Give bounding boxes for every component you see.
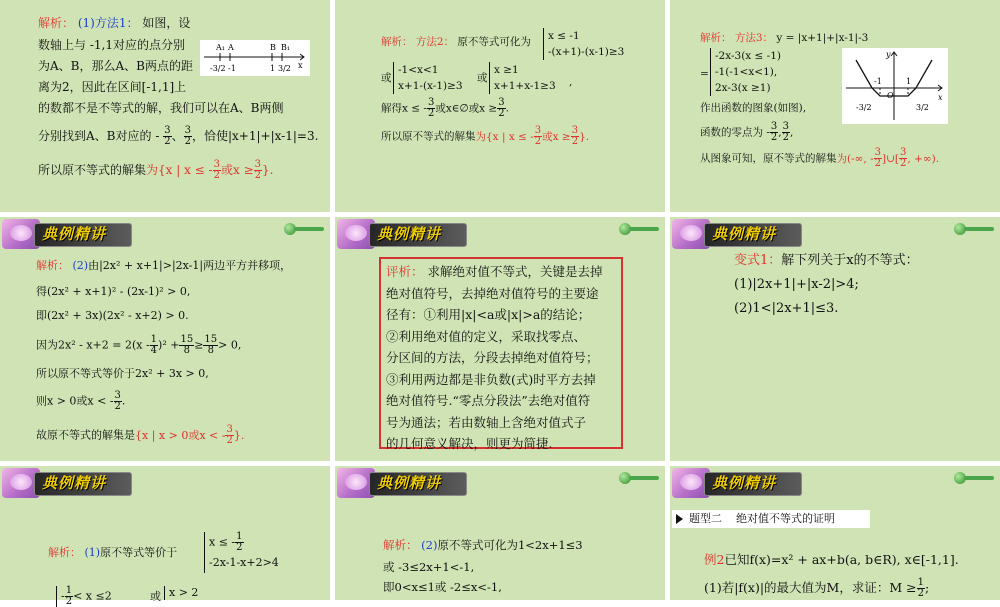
commentary-line: ③利用两边都是非负数(式)时平方去掉: [386, 371, 596, 387]
section-banner: [670, 217, 802, 251]
text-line: 得(2x² + x+1)² - (2x-1)² > 0,: [36, 285, 191, 298]
text-line: 函数的零点为 -: [700, 126, 770, 139]
method-label: 方法2：: [415, 36, 455, 48]
commentary-line: 绝对值符号，去掉绝对值符号的主要途: [386, 285, 599, 301]
analysis-label: 解析：: [48, 546, 81, 559]
axis-label: x: [298, 61, 303, 70]
text-line: ，恰使|x+1|+|x-1|=3.: [191, 129, 319, 143]
publisher-logo: [619, 223, 659, 235]
text-line: 由|2x² + x+1|>|2x-1|两边平方并移项，: [88, 259, 292, 272]
tick-label: 3/2: [916, 103, 929, 112]
slide-4[interactable]: 典例精讲 解析： (2)由|2x² + x+1|>|2x-1|两边平方并移项， 得(2x² + x+1)² - (2x-1)² > 0, 即(2x² + 3x)(2x² - x+2) > 0. 因为2x² - x+2 = 2(x - $\frac{1}{4}$ )² + $\frac{15}{8}$ ≥ $\frac{15}{8}$ > 0, 所以原不等式等价于2x² + 3x > 0, 则x > 0或x < - $\frac{3}{2}$ . 故原不等式的解集是{x | x > 0或x < - $\frac{3}{2}$ }.: [0, 217, 330, 461]
point-label: B₁: [281, 43, 291, 52]
analysis-label: 解析：: [38, 16, 75, 30]
method-label: 方法3：: [734, 32, 774, 44]
case-brace: x ≥1 x+1+x-1≥3: [489, 62, 556, 94]
text-line: 或x∈∅或x ≥: [435, 102, 498, 115]
text-line: 的数都不是不等式的解，我们可以在A、B两侧: [38, 101, 284, 115]
variant-label: 变式1：: [734, 253, 782, 268]
piecewise-brace: -2x-3(x ≤ -1) -1(-1<x<1), 2x-3(x ≥1): [710, 48, 781, 96]
commentary-line: ②利用绝对值的定义，采取找零点、: [386, 328, 587, 344]
text-line: 所以原不等式的解集: [381, 130, 476, 143]
text-line: 或: [381, 72, 392, 84]
tick-label: 1: [270, 64, 276, 73]
point-label: A₁: [216, 43, 225, 52]
banner-title: 典例精讲: [712, 225, 777, 243]
text-line: 从图象可知，原不等式的解集: [700, 152, 837, 165]
part-label: (1): [84, 546, 101, 559]
banner-title: 典例精讲: [377, 225, 442, 243]
example-label: 例2: [704, 552, 725, 567]
text-line: y = |x+1|+|x-1|-3: [776, 32, 869, 44]
text-line: 故原不等式的解集是: [36, 428, 135, 442]
text-line: 、: [171, 129, 184, 143]
fraction: $\frac{3}{2}$: [770, 121, 778, 143]
fraction: $\frac{3}{2}$: [782, 121, 789, 143]
text-line: 因为2x² - x+2 = 2(x -: [36, 338, 150, 352]
fraction: $\frac{1}{2}$: [917, 577, 924, 599]
text-line: 解下列关于x的不等式：: [781, 253, 919, 268]
slide-2[interactable]: [335, 0, 665, 212]
slide-5[interactable]: [335, 217, 665, 461]
part-label: (2): [421, 538, 438, 552]
text-line: 离为2，因此在区间[-1,1]上: [38, 80, 187, 94]
slide-1[interactable]: [0, 0, 330, 212]
text-line: 数轴上与 -1,1对应的点分别: [38, 38, 185, 52]
tick-label: 3/2: [278, 64, 291, 73]
case-brace: x ≤ - $\frac{1}{2}$ -2x-1-x+2>4: [204, 532, 279, 573]
text-line: 或 -3≤2x+1<-1,: [383, 560, 475, 574]
commentary-line: 的几何意义解决，则更为简捷.: [386, 436, 553, 451]
case-brace: x ≤ -1 -(x+1)-(x-1)≥3: [543, 28, 624, 60]
text-line: 或: [477, 72, 488, 84]
text-line: 原不等式可化为1<2x+1≤3: [437, 538, 583, 552]
slide-3[interactable]: 解析： 方法3： y = |x+1|+|x-1|-3 = -2x-3(x ≤ -1) -1(-1<x<1), 2x-3(x ≥1) 作出函数的图象(如图), 函数的零点为 - $\frac{3}{2}$ , $\frac{3}{2}$ , 从图象可知，原不等式的解集为(-∞, - $\frac{3}{2}$ ]∪[ $\frac{3}{2}$ , +∞). y x O -1 1 -3/2 3/2: [670, 0, 1000, 212]
fraction: $\frac{3}{2}$: [164, 125, 171, 147]
section-banner: [670, 466, 802, 500]
text-line: 已知f(x)=x² + ax+b(a, b∈R), x∈[-1,1].: [724, 552, 959, 567]
tick-label: -1: [874, 77, 882, 86]
text-line: 作出函数的图象(如图),: [700, 102, 807, 114]
tick-label: 1: [906, 77, 912, 86]
section-banner: [335, 466, 467, 500]
text-line: 原不等式可化为: [457, 36, 531, 48]
text-line: 即(2x² + 3x)(2x² - x+2) > 0.: [36, 309, 189, 322]
slide-6[interactable]: [670, 217, 1000, 461]
number-line-diagram: [200, 40, 310, 76]
text-line: 为A、B，那么A、B两点的距: [38, 59, 193, 73]
text-line: .: [505, 102, 509, 115]
banner-title: 典例精讲: [712, 474, 777, 492]
fraction: $\frac{3}{2}$: [498, 97, 505, 119]
text-line: ,: [569, 76, 573, 88]
commentary-line: 分区间的方法，分段去掉绝对值符号；: [386, 350, 599, 365]
text-line: 、B: [94, 129, 116, 143]
analysis-label: 解析：: [36, 259, 69, 272]
text-line: (1)|2x+1|+|x-2|>4;: [734, 277, 859, 292]
triangle-bullet-icon: [676, 514, 683, 524]
text-line: 所以原不等式等价于2x² + 3x > 0,: [36, 367, 209, 380]
publisher-logo: [619, 472, 659, 484]
text-line: (2)1<|2x+1|≤3.: [734, 301, 839, 316]
fraction: $\frac{3}{2}$: [427, 97, 435, 119]
text-line: 解得x ≤ -: [381, 102, 427, 115]
slide-7[interactable]: [0, 466, 330, 607]
text-line: 分别找到A: [38, 129, 95, 143]
commentary-box: [379, 257, 623, 449]
text-line: 原不等式等价于: [100, 546, 178, 559]
banner-title: 典例精讲: [42, 225, 107, 243]
analysis-label: 解析：: [700, 32, 732, 44]
fraction: $\frac{15}{8}$: [204, 334, 218, 356]
text-line: 所以原不等式的解集: [38, 163, 147, 177]
case-brace: x > 2: [164, 586, 198, 600]
origin-label: O: [887, 91, 894, 100]
solution-set: 为(-∞, - $\frac{3}{2}$ ]∪[ $\frac{3}{2}$ , +∞).: [836, 147, 940, 169]
slide-9[interactable]: 典例精讲 题型二 绝对值不等式的证明 例2已知f(x)=x² + ax+b(a, b∈R), x∈[-1,1]. (1)若|f(x)|的最大值为M，求证：M ≥ $\frac{1}{2}$ ;: [670, 466, 1000, 600]
axis-label: x: [938, 93, 943, 102]
text-line: 则x > 0或x < -: [36, 394, 114, 408]
analysis-label: 解析：: [383, 538, 418, 552]
text-line: =: [700, 68, 709, 80]
tick-label: -1: [228, 64, 236, 73]
point-label: B: [270, 43, 276, 52]
commentary-line: 评析： 求解绝对值不等式，关键是去掉: [386, 264, 603, 279]
point-label: A: [228, 43, 234, 52]
publisher-logo: [954, 223, 994, 235]
publisher-logo: [284, 223, 324, 235]
solution-set: 为{x | x ≤ - $\frac{3}{2}$ 或x ≥ $\frac{3}{2}$ }.: [475, 125, 590, 147]
solution-set: {x | x > 0或x < - $\frac{3}{2}$ }.: [135, 424, 245, 446]
function-graph: [842, 48, 948, 124]
solution-set: 为{x | x ≤ - $\frac{3}{2}$ 或x ≥ $\frac{3}{2}$ }.: [146, 159, 274, 181]
fraction: $\frac{3}{2}$: [184, 125, 191, 147]
fraction: $\frac{15}{8}$: [180, 334, 194, 356]
case-brace: -1<x<1 x+1-(x-1)≥3: [393, 62, 463, 94]
method-label: (1)方法1：: [77, 16, 139, 30]
tick-label: -3/2: [856, 103, 872, 112]
banner-title: 典例精讲: [377, 474, 442, 492]
fraction: $\frac{3}{2}$: [114, 390, 121, 412]
fraction: $\frac{1}{4}$: [150, 334, 158, 356]
commentary-line: 号为通法；若由数轴上含绝对值式子: [386, 414, 587, 430]
axis-label: y: [886, 50, 891, 59]
section-banner: [0, 217, 132, 251]
section-banner: [0, 466, 132, 500]
text-line: 对应的 -: [115, 129, 160, 143]
text-line: (1)若|f(x)|的最大值为M，求证：M ≥: [704, 580, 917, 595]
tick-label: -3/2: [210, 64, 226, 73]
text-line: 如图，设: [142, 16, 191, 30]
text-line: 或: [150, 590, 161, 603]
slide-8[interactable]: [335, 466, 665, 600]
section-banner: [335, 217, 467, 251]
commentary-line: 径有：①利用|x|<a或|x|>a的结论；: [386, 307, 591, 322]
commentary-line: 绝对值符号.“零点分段法”去绝对值符: [386, 393, 591, 408]
text-line: 即0<x≤1或 -2≤x<-1,: [383, 580, 502, 594]
case-brace: - $\frac{1}{2}$ < x ≤2: [56, 586, 112, 607]
banner-title: 典例精讲: [42, 474, 107, 492]
part-label: (2): [72, 259, 89, 272]
analysis-label: 解析：: [381, 36, 413, 48]
publisher-logo: [954, 472, 994, 484]
topic-heading: 题型二 绝对值不等式的证明: [672, 510, 870, 528]
